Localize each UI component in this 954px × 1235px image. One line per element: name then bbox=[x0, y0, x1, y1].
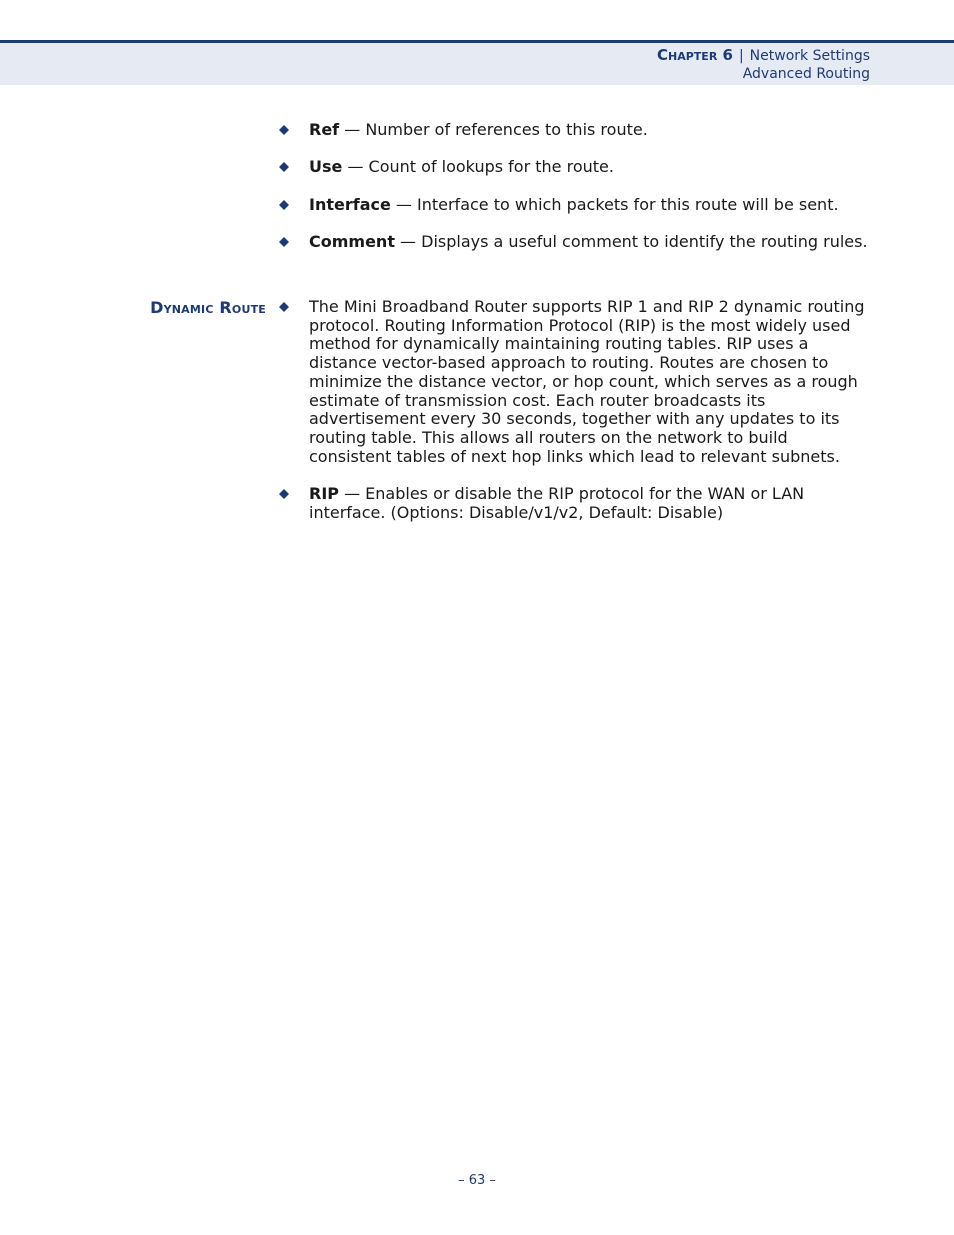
term: Interface bbox=[309, 195, 391, 214]
diamond-bullet-icon bbox=[279, 489, 289, 499]
section-heading: Dynamic Route bbox=[150, 298, 266, 317]
description: — Interface to which packets for this route will be sent. bbox=[390, 195, 839, 214]
list-item-text bbox=[309, 158, 869, 177]
description: — Displays a useful comment to identify the routing rules. bbox=[394, 232, 868, 251]
description: — Number of references to this route. bbox=[339, 120, 648, 139]
header-separator: | bbox=[738, 48, 744, 64]
list-item-text bbox=[309, 121, 869, 140]
diamond-bullet-icon bbox=[279, 200, 289, 210]
description: — Count of lookups for the route. bbox=[342, 157, 614, 176]
section-title: Advanced Routing bbox=[742, 66, 870, 82]
diamond-bullet-icon bbox=[279, 302, 289, 312]
chapter-label: Chapter 6 bbox=[657, 46, 733, 64]
diamond-bullet-icon bbox=[279, 125, 289, 135]
description: — Enables or disable the RIP protocol for the WAN or LAN interface. (Options: Disable/v1/v2, Default: Disable) bbox=[309, 484, 805, 522]
section-paragraph: The Mini Broadband Router supports RIP 1 and RIP 2 dynamic routing protocol. Routing Information Protocol (RIP) is the most widely used method for dynamically maintaining routing tables. RIP uses a distance vector-based approach to routing. Routes are chosen to minimize the distance vector, or hop count, which serves as a rough estimate of transmission cost. Each router broadcasts its advertisement every 30 seconds, together with any updates to its routing table. This allows all routers on the network to build consistent tables of next hop links which lead to relevant subnets. bbox=[309, 297, 865, 466]
running-header bbox=[657, 46, 870, 83]
list-item-text bbox=[309, 485, 869, 522]
term: Ref bbox=[309, 120, 340, 139]
header-line-1 bbox=[657, 46, 870, 65]
term: RIP bbox=[309, 484, 339, 503]
diamond-bullet-icon bbox=[279, 237, 289, 247]
term: Use bbox=[309, 157, 343, 176]
page-number: – 63 – bbox=[458, 1173, 496, 1188]
diamond-bullet-icon bbox=[279, 162, 289, 172]
term: Comment bbox=[309, 232, 395, 251]
list-item-text bbox=[309, 233, 869, 252]
list-item-text bbox=[309, 196, 869, 215]
chapter-title: Network Settings bbox=[749, 48, 870, 64]
